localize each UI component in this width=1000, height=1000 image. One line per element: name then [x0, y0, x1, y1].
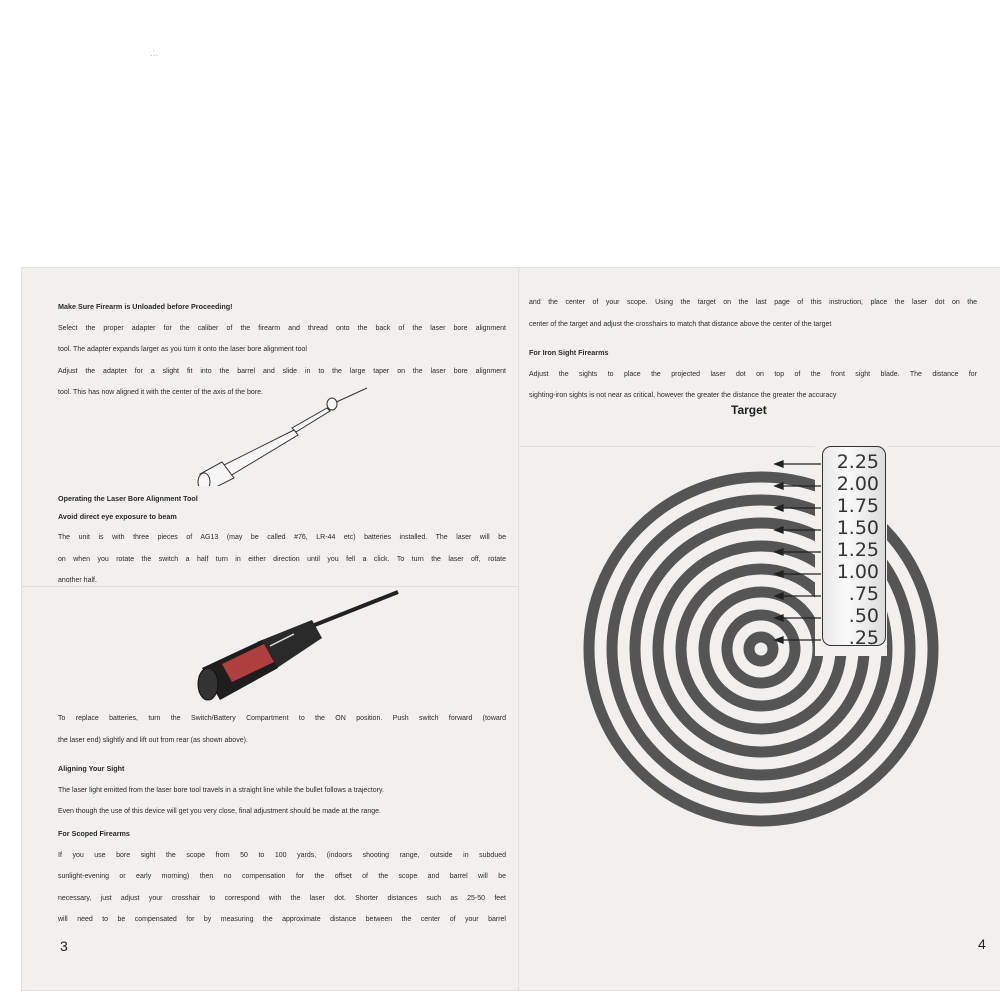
scale-label: 1.25	[836, 539, 879, 561]
target-ring	[704, 592, 818, 706]
section-operating	[58, 488, 506, 592]
arrow-head	[775, 483, 783, 489]
section-batteries	[58, 708, 506, 751]
text-line: tool. This has now aligned it with the center of the axis of the bore.	[58, 389, 263, 396]
text-line: Adjust the adapter for a slight fit into the barrel and slide in to the large taper on the laser bore alignment	[58, 367, 506, 375]
scale-label: 2.00	[836, 473, 879, 495]
text-line: will need to be compensated for by measuring the approximate distance between the center of your barrel	[58, 916, 506, 923]
text-line: tool. The adapter expands larger as you turn it onto the laser bore alignment tool	[58, 346, 307, 353]
page-number: 4	[978, 936, 986, 952]
bore-tool-photo	[162, 590, 412, 710]
text-line: center of the target and adjust the crosshairs to match that distance above the center of the target	[529, 320, 832, 328]
scale-label: .50	[848, 605, 879, 627]
heading-aligning: Aligning Your Sight	[58, 764, 125, 773]
text-line: necessary, just adjust your crosshair to correspond with the laser dot. Shorter distances such as 25-50 feet	[58, 894, 506, 902]
heading-scoped: For Scoped Firearms	[58, 829, 130, 838]
rod-body	[222, 430, 298, 476]
battery-cap	[198, 668, 218, 700]
text-line: another half.	[58, 577, 97, 584]
text-line: To replace batteries, turn the Switch/Battery Compartment to the ON position. Push switch forward (toward	[58, 715, 506, 722]
text-line: The unit is with three pieces of AG13 (may be called #76, LR-44 etc) batteries installed. The laser will be	[58, 534, 506, 541]
page-4	[519, 268, 1000, 990]
page-3	[22, 268, 518, 990]
scale-label: .75	[848, 583, 879, 605]
heading-iron: For Iron Sight Firearms	[529, 348, 609, 357]
text-line: and the center of your scope. Using the target on the last page of this instruction, place the laser dot on the	[529, 299, 977, 306]
text-line: If you use bore sight the scope from 50 to 100 yards, (indoors shooting range, outside in subdued	[58, 851, 506, 859]
text-line: the laser end) slightly and lift out from rear (as shown above).	[58, 736, 248, 744]
arrow-head	[775, 461, 783, 467]
heading-unloaded: Make Sure Firearm is Unloaded before Proceeding!	[58, 302, 233, 311]
text-line: Adjust the sights to place the projected laser dot on top of the front sight blade. The distance for	[529, 370, 977, 378]
scale-label: 1.00	[836, 561, 879, 583]
text-line: sighting-iron sights is not near as critical, however the greater the distance the greater the accuracy	[529, 392, 837, 399]
text-line: The laser light emitted from the laser bore tool travels in a straight line while the bullet follows a trajectory.	[58, 786, 384, 794]
target-ring	[749, 637, 773, 661]
target-title: Target	[731, 403, 767, 417]
adapter-tip	[327, 398, 337, 410]
scale-label: 1.50	[836, 517, 879, 539]
section-scoped	[58, 823, 506, 931]
section-scope-cont	[529, 292, 977, 335]
text-line: sunlight-evening or early morning) then no compensation for the offset of the scope and barrel will be	[58, 873, 506, 880]
section-iron	[529, 342, 977, 407]
adapter-body	[292, 408, 330, 432]
scale-label: 1.75	[836, 495, 879, 517]
manual-spread	[22, 268, 1000, 990]
text-line: Select the proper adapter for the caliber of the firearm and thread onto the back of the laser bore alignment	[58, 324, 506, 332]
text-line: on when you rotate the switch a half turn in either direction until you fell a click. To turn the laser off, rotate	[58, 555, 506, 563]
heading-operating: Operating the Laser Bore Alignment Tool	[58, 494, 198, 503]
text-line: Even though the use of this device will get you very close, final adjustment should be made at the range.	[58, 808, 381, 815]
target-diagram	[559, 446, 999, 866]
distance-scale	[822, 446, 886, 649]
bore-tool-illustration	[182, 386, 372, 486]
target-ring	[727, 615, 795, 683]
laser-beam-line	[332, 388, 367, 404]
section-aligning	[58, 758, 506, 823]
laser-end-cap	[198, 473, 210, 486]
scale-label: .25	[848, 627, 879, 649]
scale-label: 2.25	[836, 451, 879, 473]
scan-speck: .:.	[150, 48, 159, 59]
heading-avoid: Avoid direct eye exposure to beam	[58, 511, 177, 521]
page-number: 3	[60, 938, 68, 954]
rod-tip	[302, 592, 398, 630]
